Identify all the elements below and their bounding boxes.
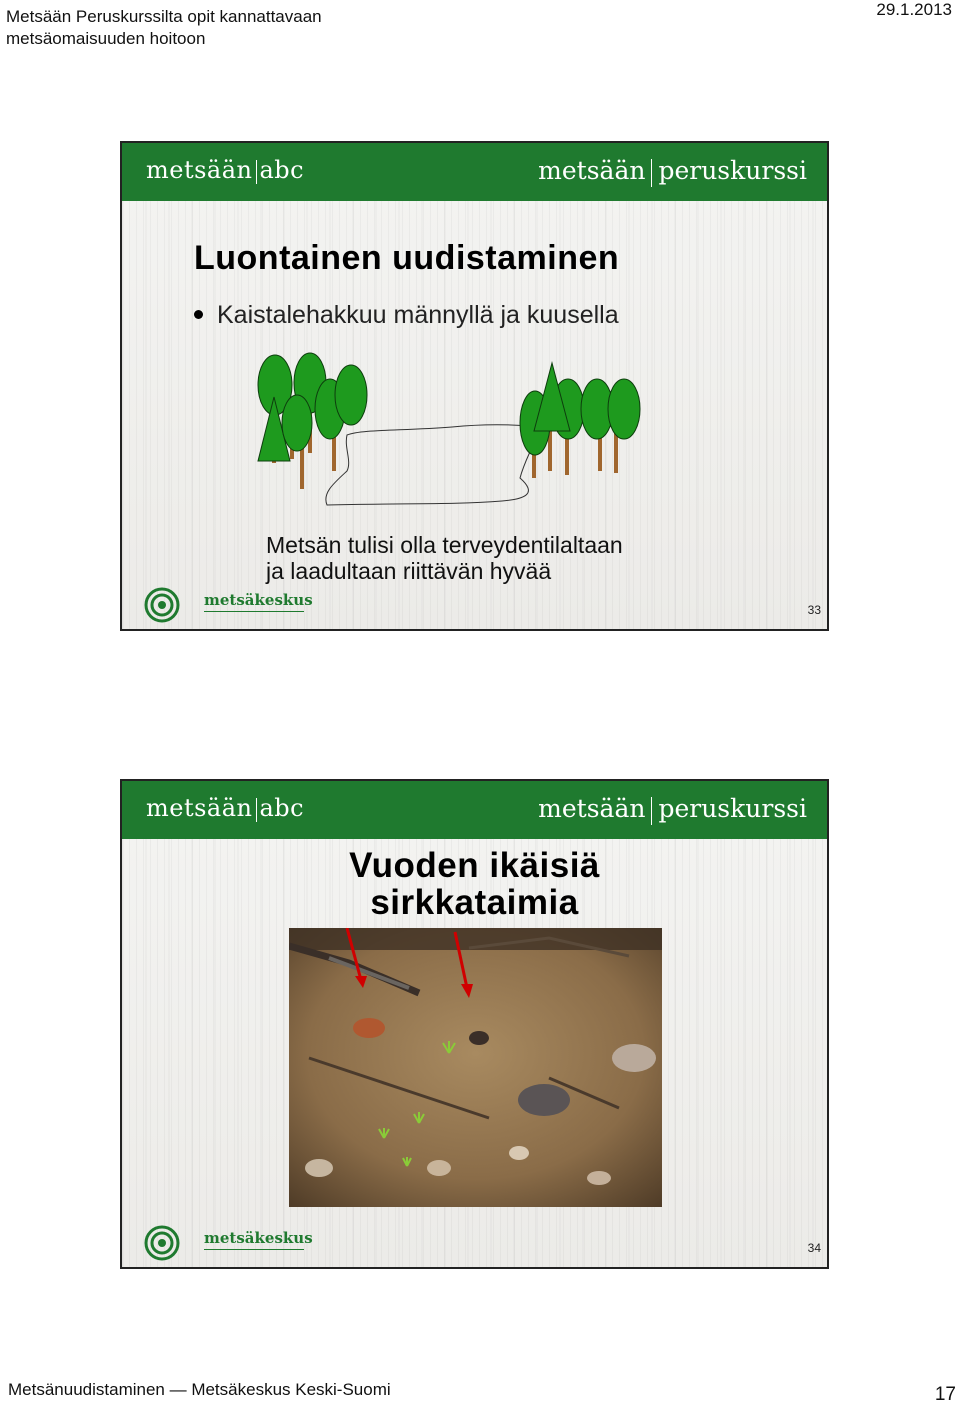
metsakeskus-logo: metsäkeskus [144,587,314,623]
page-header [6,6,322,50]
strip-cutting-illustration [252,343,652,513]
slide-number: 33 [807,603,821,617]
bullet-dot-icon [194,310,203,319]
page-footer: Metsänuudistaminen — Metsäkeskus Keski-Suomi [8,1380,391,1399]
right-tree-group [520,363,640,478]
slide-34 [120,779,829,1269]
metsaan-abc-logo: metsään abc [146,794,305,822]
metsaan-peruskurssi-logo: metsään peruskurssi [538,156,807,185]
slide-33 [120,141,829,631]
caption-line-2: ja laadultaan riittävän hyvää [266,558,552,584]
header-line-2: metsäomaisuuden hoitoon [6,29,206,48]
slide-header-bar [122,781,827,839]
title-line-2: sirkkataimia [370,883,579,922]
slide-header-bar [122,143,827,201]
header-line-1: Metsään Peruskurssilta opit kannattavaan [6,7,322,26]
metsaan-abc-logo: metsään abc [146,156,305,184]
page-number: 17 [934,1384,956,1405]
metsakeskus-target-icon [144,1225,180,1261]
seedling-photo [289,928,662,1207]
title-line-1: Vuoden ikäisiä [349,846,600,885]
slide-number: 34 [807,1241,821,1255]
metsaan-peruskurssi-logo: metsään peruskurssi [538,794,807,823]
left-tree-group [258,353,367,489]
page-date: 29.1.2013 [876,0,952,19]
slide-title [122,847,827,921]
bullet-item: Kaistalehakkuu männyllä ja kuusella [194,301,619,330]
metsakeskus-target-icon [144,587,180,623]
caption-line-1: Metsän tulisi olla terveydentilaltaan [266,532,623,558]
slide-title: Luontainen uudistaminen [194,239,620,277]
clearing-strip-outline [326,425,542,505]
metsakeskus-logo: metsäkeskus [144,1225,314,1261]
slide-caption [266,532,623,584]
